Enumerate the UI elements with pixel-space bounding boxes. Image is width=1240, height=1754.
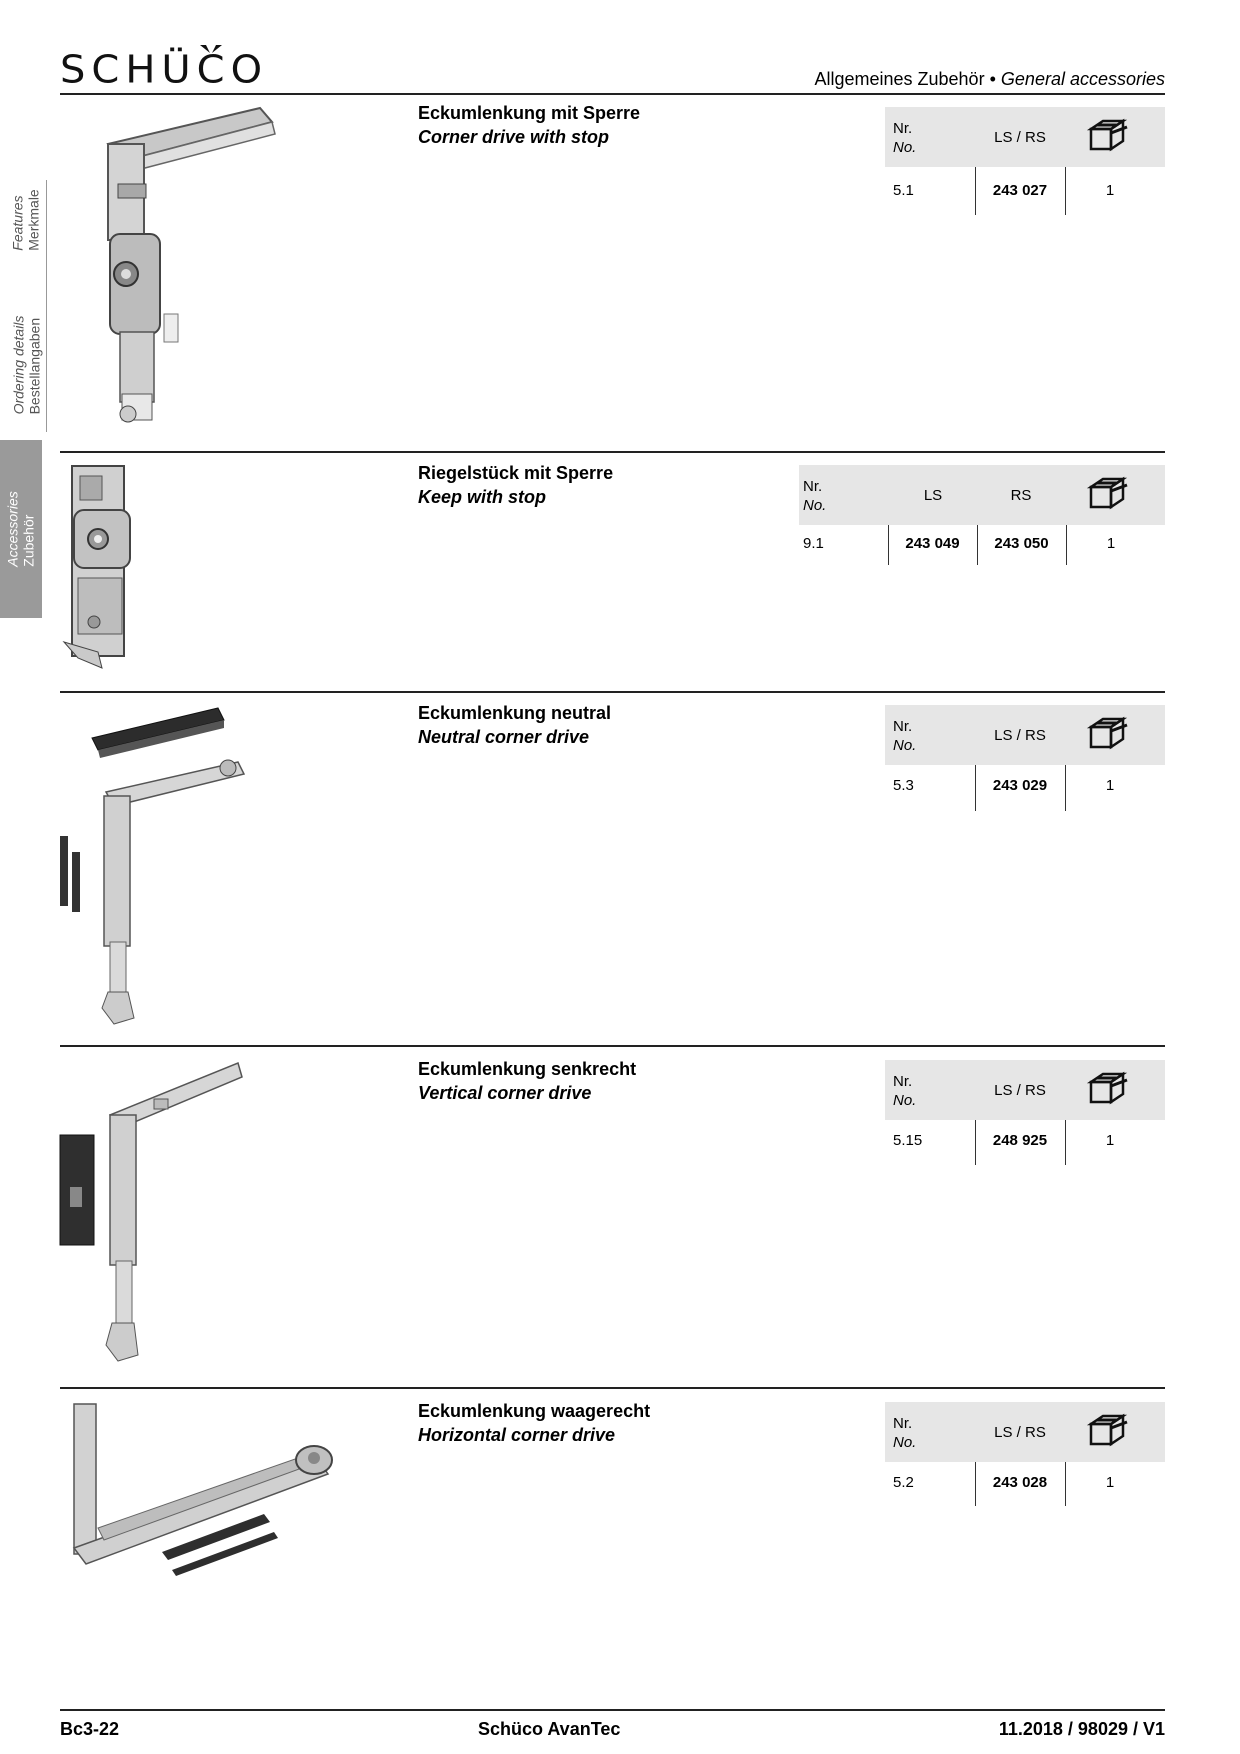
header-nr (893, 1072, 916, 1110)
order-table (885, 1060, 1165, 1165)
order-table (799, 465, 1165, 565)
header-title-de: Allgemeines Zubehör (814, 69, 985, 89)
section-rule (60, 691, 1165, 693)
side-tab-features[interactable] (6, 150, 46, 290)
product-name-de: Riegelstück mit Sperre (418, 463, 614, 483)
article-number: 243 028 (992, 1474, 1048, 1491)
section-rule (60, 451, 1165, 453)
order-table (885, 1402, 1165, 1506)
header-ls-rs: LS / RS (994, 727, 1046, 744)
vertical-corner-drive-image (58, 1055, 258, 1365)
header-nr-en: No. (803, 497, 827, 514)
side-tab-accessories-en: Accessories (5, 491, 21, 567)
header-nr-en: No. (893, 139, 917, 156)
pack-quantity: 1 (1105, 182, 1115, 199)
header-rs: RS (1010, 487, 1032, 504)
header-nr-de: Nr. (893, 1073, 913, 1090)
package-box-icon (1085, 1070, 1129, 1106)
article-number: 248 925 (992, 1132, 1048, 1149)
package-box-icon (1085, 1412, 1129, 1448)
item-number: 5.3 (893, 777, 914, 794)
side-divider (46, 292, 47, 432)
article-number-rs: 243 050 (994, 535, 1049, 552)
corner-drive-with-stop-image (60, 104, 300, 434)
product-name-en: Vertical corner drive (418, 1083, 592, 1103)
document-reference: 11.2018 / 98029 / V1 (998, 1719, 1165, 1739)
keep-with-stop-image (58, 462, 138, 674)
pack-quantity: 1 (1105, 1132, 1115, 1149)
product-name-de: Eckumlenkung senkrecht (418, 1059, 637, 1079)
package-box-icon (1085, 715, 1129, 751)
side-tab-features-de: Merkmale (26, 189, 42, 251)
header-ls-rs: LS / RS (994, 1424, 1046, 1441)
product-line: Schüco AvanTec (478, 1719, 621, 1739)
header-nr-de: Nr. (893, 1415, 913, 1432)
header-nr-en: No. (893, 737, 917, 754)
header-separator: • (989, 69, 996, 89)
header-nr (803, 477, 826, 515)
section-rule (60, 1045, 1165, 1047)
product-name-en: Neutral corner drive (418, 727, 590, 747)
package-box-icon (1085, 117, 1129, 153)
footer-rule (60, 1709, 1165, 1711)
side-tab-ordering-en: Ordering details (10, 315, 27, 415)
brand-logo (60, 48, 320, 92)
side-tab-accessories-de: Zubehör (21, 514, 37, 567)
header-nr (893, 1414, 916, 1452)
header-nr-en: No. (893, 1434, 917, 1451)
product-name-en: Horizontal corner drive (418, 1425, 616, 1445)
order-table (885, 705, 1165, 811)
article-number: 243 029 (992, 777, 1048, 794)
product-name-de: Eckumlenkung mit Sperre (418, 103, 641, 123)
page-header-title (814, 69, 1165, 90)
side-tab-features-en: Features (10, 195, 26, 251)
brand-name: SCHÜCO (60, 48, 269, 92)
article-number: 243 027 (992, 182, 1048, 199)
page-number: Bc3-22 (60, 1719, 120, 1739)
header-ls: LS (923, 487, 943, 504)
header-nr-de: Nr. (893, 718, 913, 735)
header-rule (60, 93, 1165, 95)
header-ls-rs: LS / RS (994, 1082, 1046, 1099)
pack-quantity: 1 (1105, 1474, 1115, 1491)
side-tab-ordering-details[interactable] (6, 295, 46, 435)
product-name-en: Corner drive with stop (418, 127, 610, 147)
section-rule (60, 1387, 1165, 1389)
header-nr (893, 119, 916, 157)
item-number: 5.1 (893, 182, 914, 199)
header-nr-en: No. (893, 1092, 917, 1109)
article-number-ls: 243 049 (905, 535, 960, 552)
neutral-corner-drive-image (58, 702, 258, 1032)
item-number: 5.15 (893, 1132, 923, 1149)
side-tab-accessories[interactable] (0, 440, 42, 618)
product-name-de: Eckumlenkung waagerecht (418, 1401, 651, 1421)
header-title-en: General accessories (1000, 69, 1165, 89)
item-number: 9.1 (803, 535, 824, 552)
side-tab-ordering-de: Bestellangaben (26, 317, 43, 415)
header-ls-rs: LS / RS (994, 129, 1046, 146)
pack-quantity: 1 (1106, 535, 1116, 552)
order-table (885, 107, 1165, 215)
product-name-de: Eckumlenkung neutral (418, 703, 612, 723)
header-nr-de: Nr. (893, 120, 913, 137)
header-nr-de: Nr. (803, 478, 823, 495)
header-nr (893, 717, 916, 755)
side-divider (46, 180, 47, 292)
horizontal-corner-drive-image (58, 1398, 348, 1608)
pack-quantity: 1 (1105, 777, 1115, 794)
item-number: 5.2 (893, 1474, 914, 1491)
package-box-icon (1085, 475, 1129, 511)
product-name-en: Keep with stop (418, 487, 547, 507)
